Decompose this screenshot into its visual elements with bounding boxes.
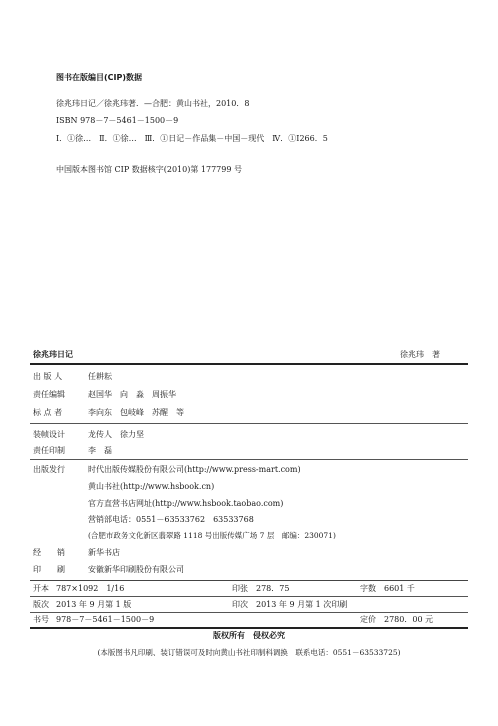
staff-label: 标 点 者 [33, 408, 63, 417]
edition-label: 版次 [33, 600, 49, 609]
publisher-line: 时代出版传媒股份有限公司(http://www.press-mart.com) [88, 465, 301, 474]
impression-value: 2013 年 9 月第 1 次印刷 [256, 600, 348, 609]
cip-heading: 图书在版编目(CIP)数据 [56, 73, 143, 82]
staff-value: 龙传人 徐力坚 [88, 430, 144, 439]
distributor-label: 经 销 [33, 548, 65, 557]
format-label: 开本 [33, 584, 49, 593]
price-label: 定价 [360, 615, 376, 624]
staff-value: 赵国华 向 淼 周振华 [88, 390, 176, 399]
isbn-label: 书号 [33, 615, 49, 624]
section-divider [30, 459, 468, 460]
cip-isbn-line: ISBN 978－7－5461－1500－9 [56, 116, 179, 125]
publisher-address: (合肥市政务文化新区翡翠路 1118 号出版传媒广场 7 层 邮编：230071) [88, 531, 336, 540]
staff-label: 装帧设计 [33, 430, 65, 439]
replacement-notice: (本版图书凡印刷、装订错误可及时向黄山书社印制科调换 联系电话：0551－63533725) [97, 648, 401, 657]
sheets-value: 278．75 [256, 584, 290, 593]
words-label: 字数 [360, 584, 376, 593]
printer-label: 印 刷 [33, 565, 65, 574]
staff-label: 责任印制 [33, 446, 65, 455]
book-author: 徐兆玮 著 [400, 350, 440, 359]
isbn-value: 978－7－5461－1500－9 [56, 615, 155, 624]
staff-value: 任耕耘 [88, 372, 112, 381]
sheets-label: 印张 [232, 584, 248, 593]
edition-value: 2013 年 9 月第 1 版 [56, 600, 132, 609]
spec-divider [30, 596, 468, 597]
staff-value: 李向东 包岐峰 苏醒 等 [88, 408, 184, 417]
price-value: 2780．00 元 [384, 615, 434, 624]
footer-divider [30, 627, 468, 629]
section-divider [30, 423, 468, 424]
title-divider [30, 363, 468, 365]
impression-label: 印次 [232, 600, 248, 609]
publisher-label: 出版发行 [33, 465, 65, 474]
copyright-notice: 版权所有 侵权必究 [213, 631, 285, 640]
section-divider [30, 580, 468, 581]
words-value: 6601 千 [384, 584, 415, 593]
publisher-line: 营销部电话：0551－63533762 63533768 [88, 515, 254, 524]
printer-value: 安徽新华印刷股份有限公司 [88, 565, 184, 574]
staff-label: 责任编辑 [33, 390, 65, 399]
publisher-line: 黄山书社(http://www.hsbook.cn) [88, 482, 215, 491]
cip-record-number: 中国版本图书馆 CIP 数据核字(2010)第 177799 号 [56, 165, 242, 174]
format-value: 787×1092 1/16 [56, 584, 125, 593]
publisher-line: 官方直营书店网址(http://www.hsbook.taobao.com) [88, 499, 284, 508]
spec-divider [30, 612, 468, 613]
book-title: 徐兆玮日记 [33, 350, 73, 359]
cip-classification-line: Ⅰ．①徐… Ⅱ．①徐… Ⅲ．①日记－作品集－中国－现代 Ⅳ．①I266．5 [56, 134, 328, 143]
staff-label: 出 版 人 [33, 372, 63, 381]
staff-value: 李 磊 [88, 446, 112, 455]
cip-title-line: 徐兆玮日记／徐兆玮著．—合肥：黄山书社，2010．8 [56, 99, 250, 108]
distributor-value: 新华书店 [88, 548, 120, 557]
